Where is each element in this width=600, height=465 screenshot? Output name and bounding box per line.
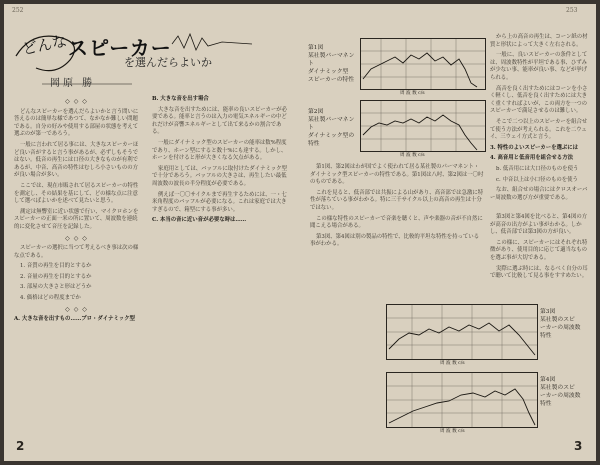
figure-3-graph: [386, 304, 538, 360]
bottom-note: C. 本当の音に近い音が必要な時は……: [152, 217, 247, 224]
section-divider: ◇◇◇: [65, 234, 91, 242]
page-number-bottom: 2: [16, 439, 25, 453]
page-number-top: 253: [566, 7, 578, 14]
article-title: スピーカー: [68, 36, 172, 60]
right-page: [300, 4, 596, 461]
list-item: c. 中音以上は小口径のものを使う: [496, 176, 578, 183]
page-number-bottom: 3: [574, 439, 583, 453]
caption-line: ダイナミック型: [308, 69, 349, 75]
paragraph: 第3図と第4図を比べると、第4図の方が高音の出方がよい事がわかる。しかし、低音部では第3図の方が良い。: [490, 214, 588, 236]
caption-line: 特性: [308, 141, 320, 147]
caption-line: 某社製のスピ: [540, 317, 575, 323]
caption-line: スピーカーの特性: [308, 77, 355, 83]
paragraph: 測定は無響室に近い状態で行い、マイクロホンをスピーカーの正面一米の所に置いて、周波数を連続的に変化させて音圧を記録した。: [14, 208, 139, 230]
paragraph: 例えば一〇〇サイクルまで再生するためには、一・七米角程度のバッフルが必要になる。これは家庭では大きすぎるので、箱型にする事が多い。: [152, 191, 287, 213]
author-name: 岡原 勝: [50, 78, 96, 89]
caption-line: 某社製パーマネント: [308, 53, 355, 67]
graph-x-label: 周 波 数 c/s: [400, 153, 425, 158]
left-column-a: [14, 96, 142, 327]
paragraph: どんなスピーカーを選んだらよいかと言う問いに答えるのは簡単な様であつて、なかなか難しい問題である。自分の好みや使用する部屋の状態を考えて選ぶのが第一であろう。: [14, 108, 139, 138]
right-column-bottom: [490, 214, 588, 284]
caption-line: 特性: [540, 401, 552, 407]
figure-2-caption: [308, 108, 358, 148]
caption-line: 某社製のスピ: [540, 385, 575, 391]
left-column-b: [152, 96, 290, 228]
paragraph: 第3図、第4図は別の製品の特性で、比較的平坦な特性を持っている事がわかる。: [310, 233, 480, 248]
paragraph: これを見ると、低音部では共振による山があり、高音部では急激に特性が落ちている事がわかる。特に三千サイクル以上の高音の再生は十分ではない。: [310, 189, 484, 211]
title-prefix: どんな: [20, 31, 69, 59]
paragraph: 一般にダイナミック型のスピーカーの能率は数%程度であり、ホーン型にすると数十%にも達する。しかし、ホーンを付けると形が大きくなる欠点がある。: [152, 139, 287, 162]
section-heading: B. 大きな音を出す場合: [152, 96, 209, 102]
figure-4-graph: [386, 372, 538, 428]
section-divider: ◇◇◇: [65, 98, 91, 105]
caption-line: ダイナミック型の: [308, 133, 355, 139]
right-column-top: [490, 34, 588, 205]
paragraph: この様に、スピーカーにはそれぞれ特徴があり、使用目的に応じて適当なものを選ぶ事が大切である。: [490, 239, 588, 261]
paragraph: この様な特性のスピーカーで音楽を聴くと、声や楽器の音が不自然に聞こえる場合がある。: [310, 215, 483, 230]
paragraph: 一般に、良いスピーカーの条件としては、周波数特性が平坦である事、ひずみが少ない事、能率が良い事、などが挙げられる。: [490, 52, 588, 81]
list-item: 2. 音量の再生を目的とするか: [20, 273, 92, 280]
paragraph: から上の高音の再生は、コーン紙の材質と形状によって大きく左右される。: [490, 34, 588, 48]
left-page: [4, 4, 301, 461]
section-divider: ◇◇◇: [65, 305, 91, 313]
caption-line: 特性: [540, 333, 552, 339]
article-title-banner: [12, 26, 260, 88]
figure-number: 第3図: [540, 309, 556, 315]
list-item: b. 低音用には大口径のものを使う: [496, 165, 579, 172]
paragraph: 高音を良く出すためにはコーンを小さく軽くし、低音を良く出すためには大きく重くすればよいが、この両方を一つのスピーカーで満足させるのは難しい。: [490, 85, 588, 115]
figure-1-graph: [360, 38, 486, 90]
article-subtitle: を選んだらよいか: [124, 56, 212, 69]
caption-line: ーカーの周波数: [540, 393, 581, 399]
list-item: 4. 高音用と低音用を組合せる方法: [490, 155, 573, 162]
paragraph: 家庭用としては、バッフルに取付けたダイナミック型で十分であろう。バッフルの大きさは、再生したい最低周波数の波長の半分程度が必要である。: [152, 165, 287, 187]
graph-x-label: 周 波 数 c/s: [400, 91, 425, 96]
page-number-top: 252: [12, 7, 24, 14]
list-item: 3. 特性のよいスピーカーを選ぶには: [490, 144, 579, 151]
paragraph: 大きな音を出すためには、能率の良いスピーカーが必要である。能率と言うのは入力の電気エネルギーの中どれだけが音響エネルギーとして出て来るかの割合である。: [152, 106, 288, 136]
paragraph: なお、組合せの場合にはクロスオーバー周波数の選び方が重要である。: [490, 187, 588, 201]
right-column-middle: [310, 164, 484, 252]
paragraph: 一般に言われて居る事には、大きなスピーカーほど良い音がすると言う事があるが、必ずしもそうではない。低音の再生には口径の大きなものが有利であるが、中音、高音の特性はむしろ小さいものの方が良い場合が多い。: [14, 141, 139, 179]
figure-number: 第2図: [308, 109, 324, 115]
bottom-note: A. 大きな音を出すもの……プロ・ダイナミック型: [14, 316, 135, 323]
paragraph: ここでは、現在市販されて居るスピーカーの特性を測定し、その結果を基にして、どの様な点に注意して選べばよいかを述べて見たいと思う。: [14, 182, 139, 205]
figure-1-caption: [308, 44, 358, 84]
list-item: 3. 部屋の大きさと形はどうか: [20, 284, 92, 291]
caption-line: ーカーの周波数: [540, 325, 581, 331]
list-item: 1. 音質の再生を目的とするか: [20, 263, 92, 270]
figure-4-caption: [540, 376, 592, 408]
paragraph: 第1図、第2図はわが国でよく使われて居る某社製のパーマネント・ダイナミック型スピーカーの特性である。第1図は八吋、第2図は一〇吋のものである。: [310, 164, 484, 186]
list-item: 4. 価格はどの程度までか: [20, 295, 81, 302]
paragraph: そこで二つ以上のスピーカーを組合せて使う方法が考えられる。これを二ウェイ、三ウェイ方式と言う。: [490, 118, 588, 141]
figure-number: 第1図: [308, 45, 324, 51]
caption-line: 某社製パーマネント: [308, 117, 355, 131]
graph-x-label: 周 波 数 c/s: [440, 429, 465, 434]
paragraph: 実際に選ぶ時には、なるべく自分の耳で聴いて比較して見る事をすすめたい。: [490, 265, 588, 280]
paragraph: スピーカーの選択に当つて考えるべき事は次の様な点である。: [14, 245, 139, 259]
figure-2-graph: [360, 100, 486, 152]
figure-number: 第4図: [540, 377, 556, 383]
figure-3-caption: [540, 308, 592, 340]
magazine-spread: [4, 4, 596, 461]
graph-x-label: 周 波 数 c/s: [440, 361, 465, 366]
